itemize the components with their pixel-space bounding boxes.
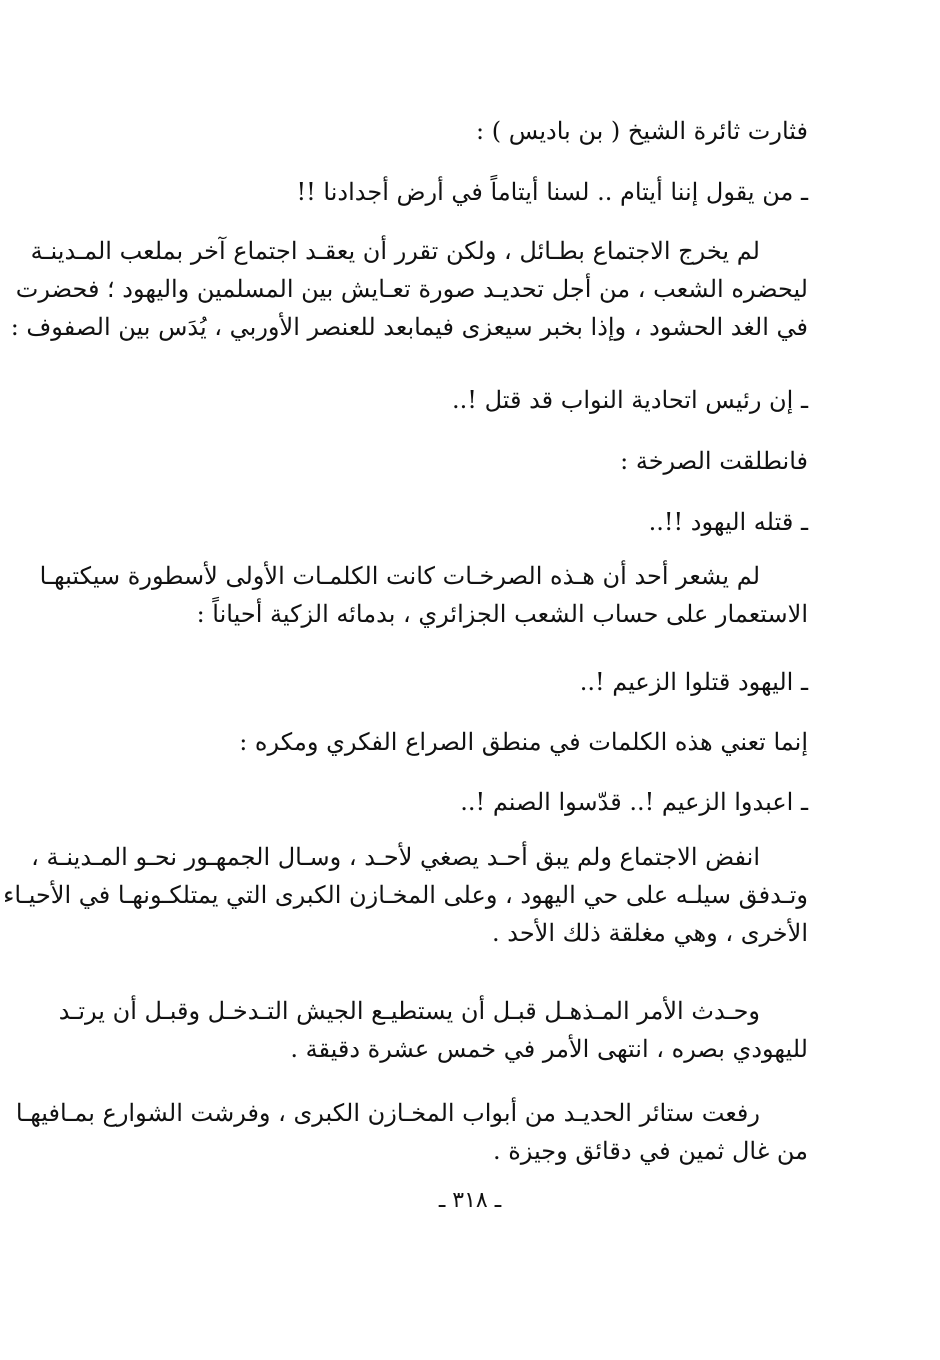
paragraph-line: ليحضره الشعب ، من أجل تحديـد صورة تعـايش بين المسلمين واليهود ؛ فحضرت [15,275,808,303]
paragraph-line: لم يخرج الاجتماع بطـائل ، ولكن تقرر أن يعقـد اجتماع آخر بملعب المـدينـة [30,237,760,265]
line-text: ـ قتله اليهود !!.. [648,508,808,536]
dialogue-line [128,663,856,701]
line-text: فثارت ثائرة الشيخ ( بن باديس ) : [476,117,808,145]
line-text: ـ من يقول إننا أيتام .. لسنا أيتاماً في أرض أجدادنا !! [296,178,808,206]
paragraph [10,232,808,346]
paragraph [3,838,808,952]
page-number: ـ ٣١٨ ـ [438,1188,502,1213]
paragraph-line: وحـدث الأمر المـذهـل قبـل أن يستطيـع الجيش التـدخـل وقبـل أن يرتـد [58,997,760,1025]
line-text: فانطلقت الصرخة : [620,447,808,475]
paragraph-line: رفعت ستائر الحديـد من أبواب المخـازن الكبرى ، وفرشت الشوارع بمـافيهـا [15,1099,760,1127]
dialogue-line [128,381,856,419]
paragraph [58,992,808,1068]
dialogue-line [128,503,856,541]
paragraph-line: من غال ثمين في دقائق وجيزة . [492,1137,808,1165]
paragraph-line: انفض الاجتماع ولم يبق أحـد يصغي لأحـد ، وسـال الجمهـور نحـو المـدينـة ، [31,843,760,871]
paragraph-line: وتـدفق سيلـه على حي اليهود ، وعلى المخـازن الكبرى التي يمتلكـونهـا في الأحيـاء [3,881,808,909]
dialogue-line [128,783,856,821]
paragraph-line: لم يشعر أحد أن هـذه الصرخـات كانت الكلمـات الأولى لأسطورة سيكتبهـا [39,562,760,590]
line-text: ـ اعبدوا الزعيم !.. قدّسوا الصنم !.. [460,788,808,816]
text-line [128,442,856,480]
text-line [128,112,856,150]
line-text: ـ إن رئيس اتحادية النواب قد قتل !.. [452,386,808,414]
paragraph-line: لليهودي بصره ، انتهى الأمر في خمس عشرة دقيقة . [290,1035,808,1063]
line-text: ـ اليهود قتلوا الزعيم !.. [579,668,808,696]
paragraph-line: في الغد الحشود ، وإذا بخبر سيعزى فيمابعد للعنصر الأوربي ، يُدَس بين الصفوف : [10,313,808,341]
paragraph [39,557,808,633]
paragraph-line: الاستعمار على حساب الشعب الجزائري ، بدمائه الزكية أحياناً : [196,600,808,628]
paragraph [15,1094,808,1170]
paragraph-line: الأخرى ، وهي مغلقة ذلك الأحد . [491,919,808,947]
dialogue-line [128,173,856,211]
line-text: إنما تعني هذه الكلمات في منطق الصراع الفكري ومكره : [239,728,808,756]
text-line [128,723,856,761]
